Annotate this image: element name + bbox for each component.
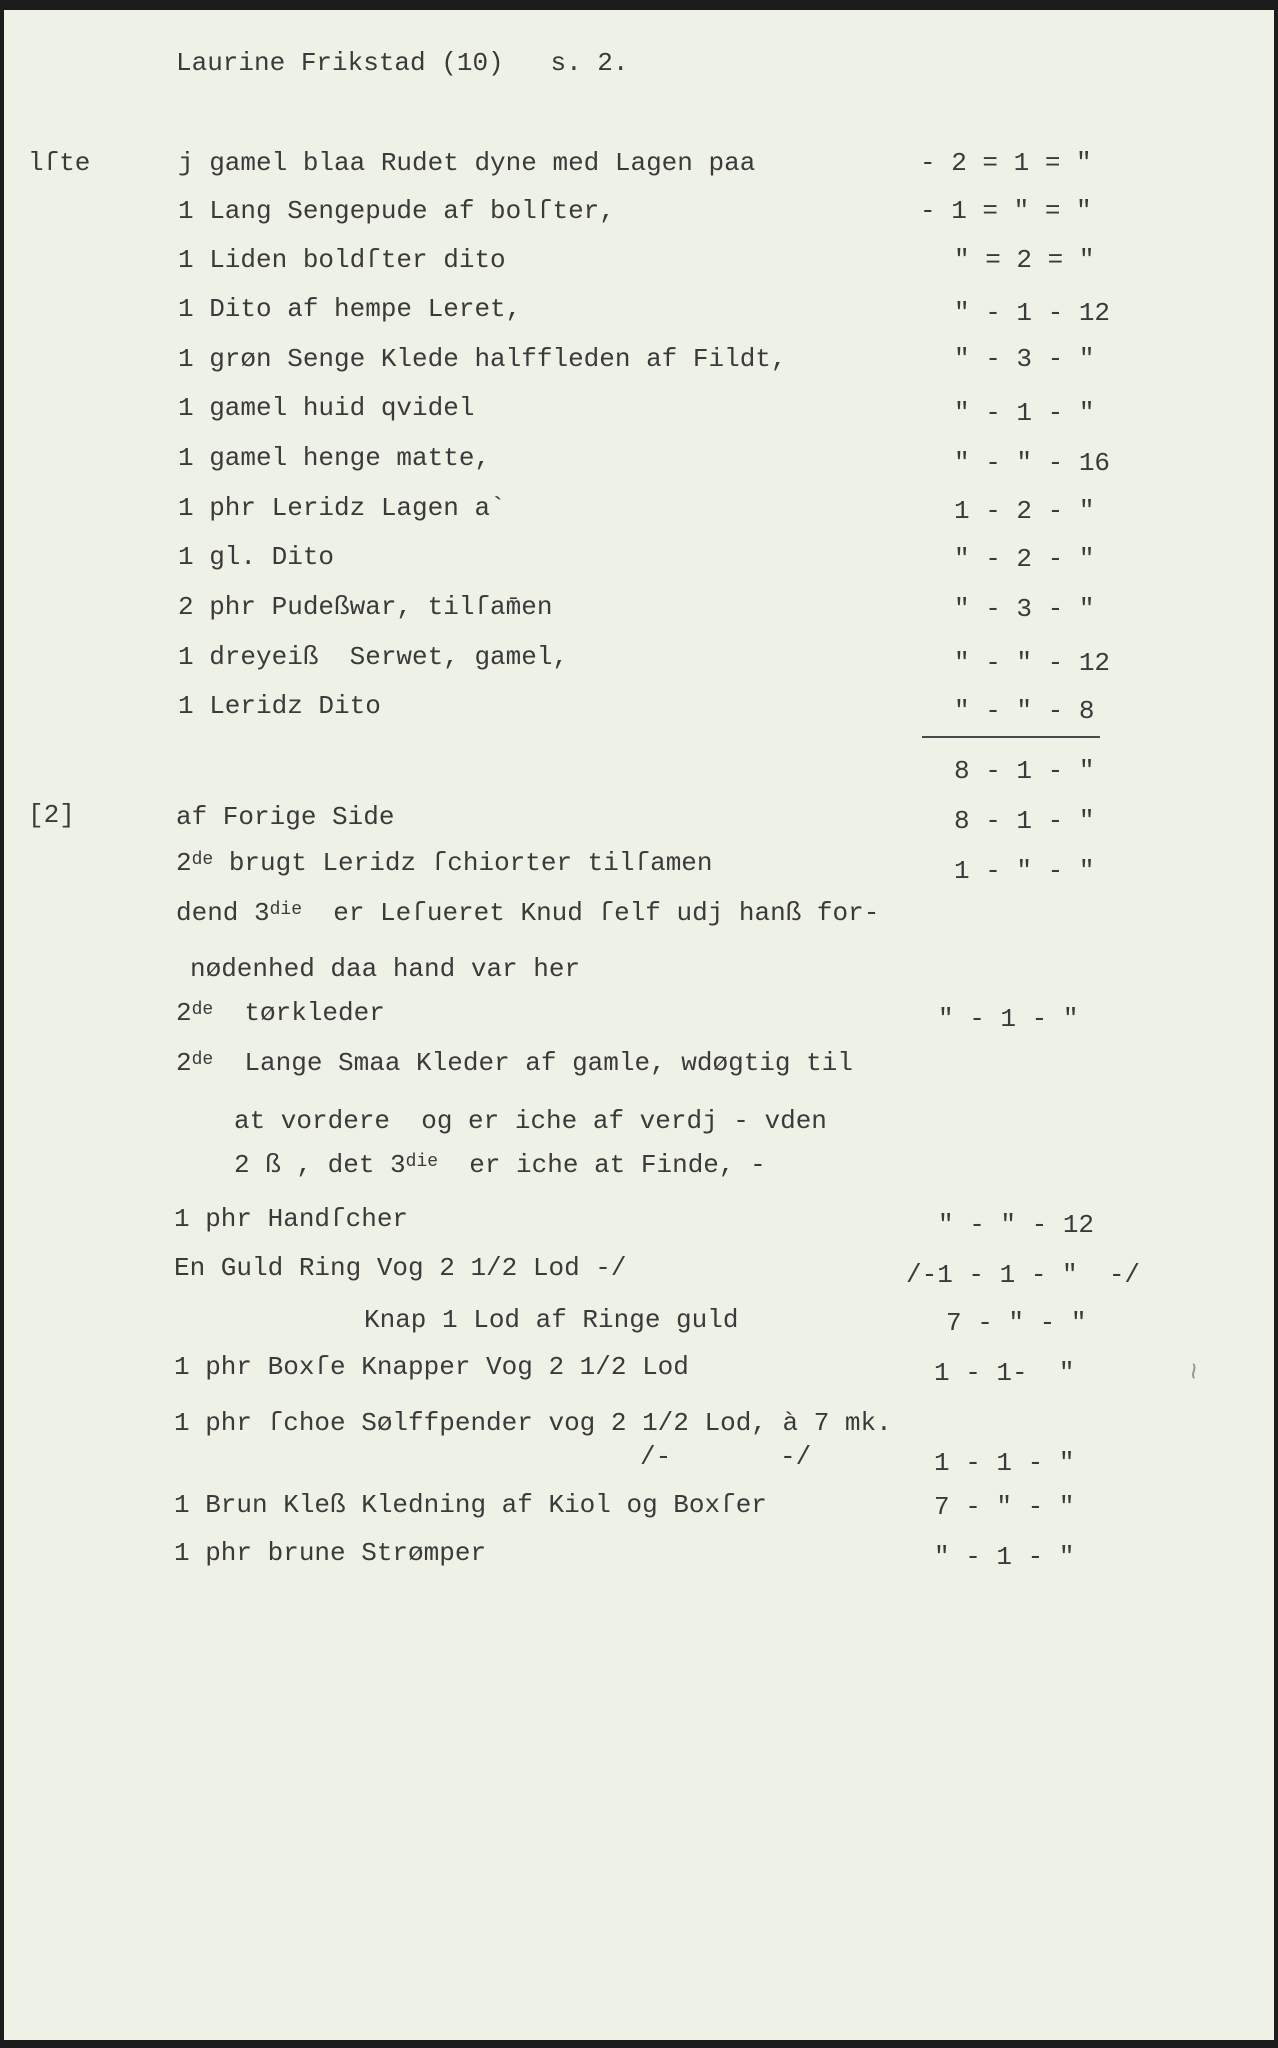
item-value: " - 3 - ": [954, 594, 1095, 624]
item-desc: 1 Lang Sengepude af bolſter,: [178, 196, 615, 226]
item-desc: 1 gamel henge matte,: [178, 443, 491, 473]
line-15-value: " - 1 - ": [934, 1542, 1075, 1572]
line-13-left: /-: [640, 1442, 672, 1472]
margin-mark: ~: [1174, 1361, 1209, 1381]
item-value: - 1 = " = ": [920, 196, 1092, 226]
item-desc: 2 phr Pudeßwar, tilſam̄en: [178, 592, 553, 622]
line-8-value: " - " - 12: [938, 1210, 1095, 1240]
item-desc: j gamel blaa Rudet dyne med Lagen paa: [178, 148, 756, 178]
carried-label: af Forige Side: [176, 802, 395, 832]
item-value: " - " - 8: [954, 696, 1095, 726]
line-8: 1 phr Handſcher: [174, 1204, 409, 1234]
item-desc: 1 dreyeiß Serwet, gamel,: [178, 642, 569, 672]
line-7: 2 ß , $\det 3^{die}$ er iche at Finde, -: [234, 1150, 766, 1180]
line-13-value: 1 - 1 - ": [934, 1448, 1075, 1478]
line-9: En Guld Ring Vog 2 1/2 Lod -/: [174, 1253, 627, 1283]
line-1-value: 1 - " - ": [954, 856, 1095, 886]
document-page: [4, 10, 1274, 2040]
item-value: " - 2 - ": [954, 544, 1095, 574]
item-value: " - 1 - 12: [954, 298, 1111, 328]
line-10-value: 7 - " - ": [946, 1308, 1087, 1338]
line-2: dend $3^{die}$ er Leſueret Knud ſelf udj hanß for-: [176, 898, 880, 928]
item-value: " = 2 = ": [954, 245, 1095, 275]
line-6: at vordere og er iche af verdj - vden: [234, 1106, 827, 1136]
line-9-value: /-1 - 1 - " -/: [906, 1260, 1141, 1290]
item-value: " - " - 16: [954, 448, 1111, 478]
section-total: 8 - 1 - ": [954, 756, 1095, 786]
sum-rule: [922, 736, 1100, 738]
line-12: 1 phr ſchoe Sølffpender vog 2 1/2 Lod, à 7 mk.: [174, 1408, 892, 1438]
line-15: 1 phr brune Strømper: [174, 1538, 487, 1568]
margin-marker-1: lſte: [28, 148, 91, 178]
item-desc: 1 phr Leridz Lagen a`: [178, 493, 506, 523]
item-value: " - 1 - ": [954, 398, 1095, 428]
line-4: 2de tørkleder: [176, 998, 385, 1028]
margin-marker-2: [2]: [28, 800, 75, 830]
line-5: 2de Lange Smaa Kleder af gamle, wdøgtig til: [176, 1048, 853, 1078]
line-14: 1 Brun Kleß Kledning af Kiol og Boxſer: [174, 1490, 767, 1520]
line-11: 1 phr Boxſe Knapper Vog 2 1/2 Lod: [174, 1352, 689, 1382]
item-value: " - 3 - ": [954, 344, 1095, 374]
item-desc: 1 Leridz Dito: [178, 691, 381, 721]
line-3: nødenhed daa hand var her: [190, 954, 581, 984]
line-11-value: 1 - 1- ": [934, 1358, 1075, 1388]
line-1: 2de brugt Leridz ſchiorter tilſamen: [176, 848, 713, 878]
line-14-value: 7 - " - ": [934, 1492, 1075, 1522]
item-desc: 1 gl. Dito: [178, 542, 335, 572]
carried-value: 8 - 1 - ": [954, 806, 1095, 836]
item-value: " - " - 12: [954, 648, 1111, 678]
item-desc: 1 Liden boldſter dito: [178, 245, 506, 275]
line-13-mid: -/: [780, 1442, 812, 1472]
item-desc: 1 grøn Senge Klede halffleden af Fildt,: [178, 344, 787, 374]
item-desc: 1 Dito af hempe Leret,: [178, 294, 522, 324]
item-value: - 2 = 1 = ": [920, 148, 1092, 178]
line-10: Knap 1 Lod af Ringe guld: [364, 1305, 739, 1335]
item-desc: 1 gamel huid qvidel: [178, 393, 475, 423]
item-value: 1 - 2 - ": [954, 496, 1095, 526]
page-header: Laurine Frikstad (10) s. 2.: [176, 48, 629, 78]
line-4-value: " - 1 - ": [938, 1004, 1079, 1034]
